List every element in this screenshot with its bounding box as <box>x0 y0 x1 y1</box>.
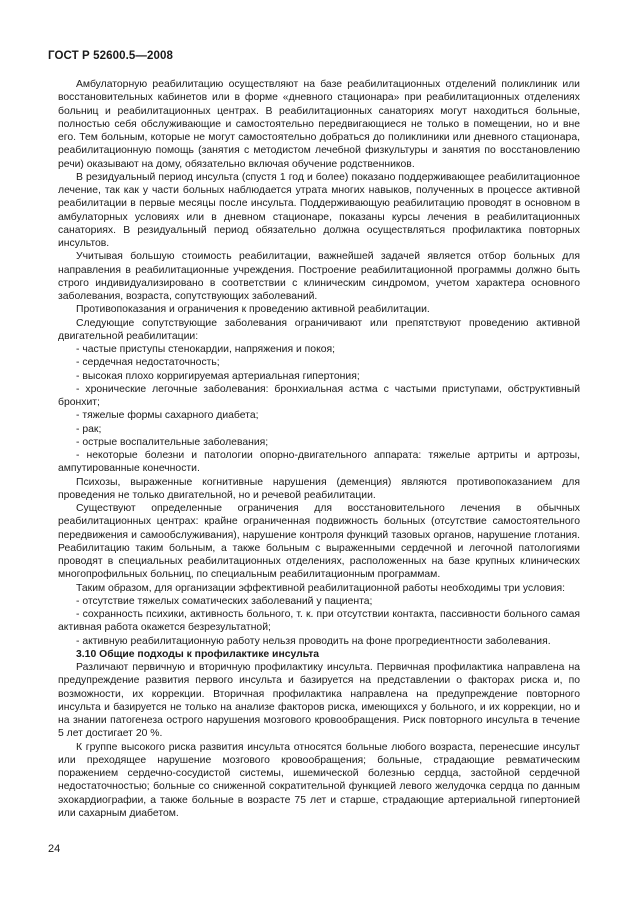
list-item: - отсутствие тяжелых соматических заболеваний у пациента; <box>76 595 373 607</box>
paragraph: К группе высокого риска развития инсульта относятся больные любого возраста, перенесшие инсульт или преходящее нарушение мозгового кровообращения; больные, страдающие ревматическим поражением сердечно-сосудистой системы, ишемической болезнью сердца, застойной сердечной недостаточностью; больные со сниженной сократительной функцией левого желудочка сердца по данным эхокардиографии, а также больные в возрасте 75 лет и старше, страдающие артериальной гипертонией или сахарным диабетом. <box>58 741 580 819</box>
paragraph: Следующие сопутствующие заболевания ограничивают или препятствуют проведению активной двигательной реабилитации: <box>58 317 580 342</box>
list-item: - острые воспалительные заболевания; <box>76 436 269 448</box>
paragraph: Таким образом, для организации эффективной реабилитационной работы необходимы три условия: <box>76 582 565 594</box>
paragraph: Различают первичную и вторичную профилактику инсульта. Первичная профилактика направлена на предупреждение развития первого инсульта и базируется на представлении о факторах риска и, по возможности, их коррекции. Вторичная профилактика направлена на предупреждение повторного инсульта и базируется не только на анализе факторов риска, имеющихся у больного, и их коррекции, но и на знании патогенеза острого нарушения мозгового кровообращения. Риск повторного инсульта в течение 5 лет достигает 20 %. <box>58 662 580 740</box>
paragraph: Амбулаторную реабилитацию осуществляют на базе реабилитационных отделений поликлиник или восстановительных кабинетов или в форме «дневного стационара» при реабилитационных отделениях больниц и реабилитационных центрах. В реабилитационных санаториях могут находиться больные, полностью себя обслуживающие и самостоятельно передвигающиеся не только в помещении, но и вне его. Тем больным, которые не могут самостоятельно добраться до поликлиники или дневного стационара, реабилитационную помощь (занятия с методистом лечебной физкультуры и занятия по восстановлению речи) оказывают на дому, обязательно включая обучение родственников. <box>58 79 580 170</box>
list-item: - частые приступы стенокардии, напряжения и покоя; <box>76 344 336 355</box>
list-item: - тяжелые формы сахарного диабета; <box>76 410 259 422</box>
paragraph: В резидуальный период инсульта (спустя 1 год и более) показано поддерживающее реабилитационное лечение, так как у части больных наблюдается утрата многих навыков, полученных в процессе активной реабилитации в первые месяцы после инсульта. Поддерживающую реабилитацию проводят в основном в амбулаторных условиях или в дневном стационаре, показаны курсы лечения в реабилитационных санаториях. В резидуальный период обязательно должна осуществляться профилактика повторных инсультов. <box>58 171 580 249</box>
list-item: - рак; <box>76 423 102 435</box>
list-item: - хронические легочные заболевания: бронхиальная астма с частыми приступами, обструктивный бронхит; <box>58 383 580 408</box>
list-item: - активную реабилитационную работу нельзя проводить на фоне прогредиентности заболевания. <box>76 635 551 647</box>
list-item: - сохранность психики, активность больного, т. к. при отсутствии контакта, пассивности больного самая активная работа окажется безрезультатной; <box>58 609 580 634</box>
document-body <box>58 78 580 820</box>
paragraph: Противопоказания и ограничения к проведению активной реабилитации. <box>76 304 430 316</box>
page-number: 24 <box>48 843 61 855</box>
list-item: - сердечная недостаточность; <box>76 357 220 369</box>
list-item: - высокая плохо корригируемая артериальная гипертония; <box>76 370 360 382</box>
document-header: ГОСТ Р 52600.5—2008 <box>48 50 173 62</box>
section-heading: 3.10 Общие подходы к профилактике инсульта <box>76 648 320 660</box>
list-item: - некоторые болезни и патологии опорно-двигательного аппарата: тяжелые артриты и артрозы, ампутированные конечности. <box>58 450 580 475</box>
paragraph: Существуют определенные ограничения для восстановительного лечения в обычных реабилитационных центрах: крайне ограниченная подвижность больных (отсутствие самостоятельного передвижения и самообслуживания), нарушение контроля функций тазовых органов, нарушение глотания. Реабилитацию таким больным, а также больным с выраженными сердечной и легочной патологиями проводят в специальных реабилитационных отделениях, расположенных на базе крупных клинических многопрофильных больниц, по специальным реабилитационным программам. <box>58 503 580 581</box>
paragraph: Учитывая большую стоимость реабилитации, важнейшей задачей является отбор больных для направления в реабилитационные учреждения. Построение реабилитационной программы должно быть строго индивидуализировано в соответствии с клиническим синдромом, учетом характера основного заболевания, возраста, сопутствующих заболеваний. <box>58 251 580 302</box>
paragraph: Психозы, выраженные когнитивные нарушения (деменция) являются противопоказанием для проведения не только двигательной, но и речевой реабилитации. <box>58 476 580 501</box>
